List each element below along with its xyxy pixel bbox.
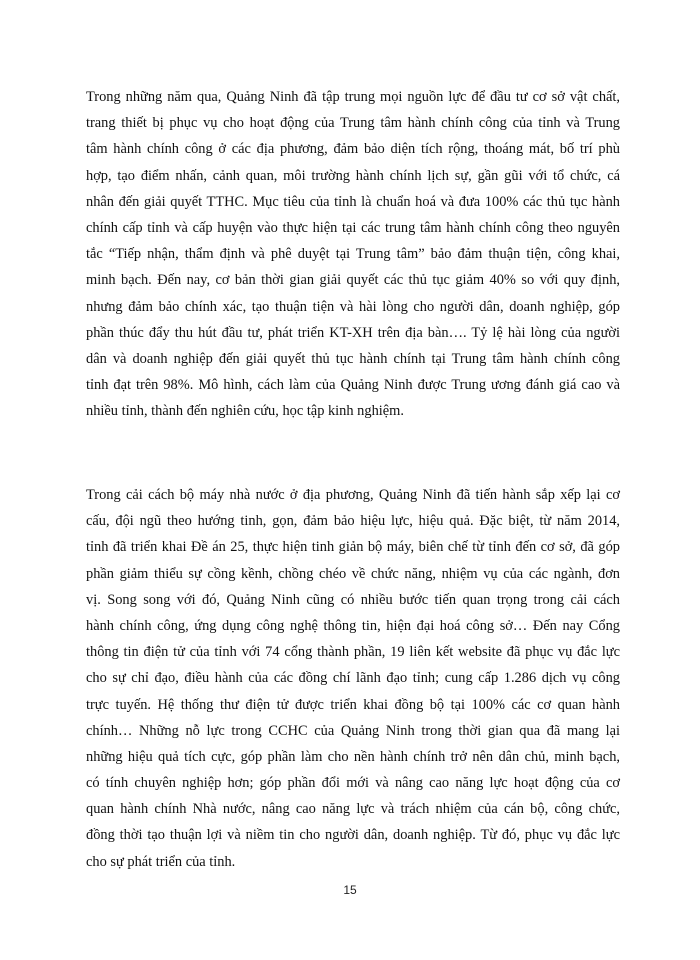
paragraph-line: phần giảm thiểu sự cồng kềnh, chồng chéo về chức năng, nhiệm vụ của các ngành, đơn: [86, 565, 620, 582]
page-number: 15: [343, 883, 357, 897]
paragraph-line: chính… Những nỗ lực trong CCHC của Quảng Ninh trong thời gian qua đã mang lại: [86, 722, 620, 739]
paragraph-line: dân và doanh nghiệp đến giải quyết thủ tục hành chính tại Trung tâm hành chính công: [86, 350, 620, 367]
paragraph-line: cấu, đội ngũ theo hướng tinh, gọn, đảm bảo hiệu lực, hiệu quả. Đặc biệt, từ năm 2014,: [86, 513, 620, 530]
paragraph-line: Trong những năm qua, Quảng Ninh đã tập trung mọi nguồn lực để đầu tư cơ sở vật chất,: [86, 89, 620, 105]
paragraph-2: [86, 482, 620, 875]
paragraph-line: vị. Song song với đó, Quảng Ninh cũng có nhiều bước tiến quan trọng trong cải cách: [86, 591, 620, 608]
paragraph-line: nhiều tỉnh, thành đến nghiên cứu, học tập kinh nghiệm.: [86, 403, 404, 420]
paragraph-line: những hiệu quả tích cực, góp phần làm cho nền hành chính trở nên dân chủ, minh bạch,: [86, 748, 620, 765]
paragraph-1: [86, 84, 620, 424]
paragraph-line: tâm hành chính công ở các địa phương, đảm bảo diện tích rộng, thoáng mát, bố trí phù: [86, 141, 620, 158]
paragraph-line: tỉnh đã triển khai Đề án 25, thực hiện tinh giản bộ máy, biên chế từ tỉnh đến cơ sở, đã góp: [86, 539, 620, 556]
paragraph-line: quan hành chính Nhà nước, nâng cao năng lực và trách nhiệm của cán bộ, công chức,: [86, 801, 620, 818]
paragraph-line: đồng thời tạo thuận lợi và niềm tin cho người dân, doanh nghiệp. Từ đó, phục vụ đắc lực: [86, 827, 620, 844]
paragraph-line: hành chính công, ứng dụng công nghệ thông tin, hiện đại hoá công sở… Đến nay Cổng: [86, 617, 620, 634]
paragraph-line: hợp, tạo điểm nhấn, cảnh quan, môi trường hành chính lịch sự, gần gũi với tổ chức, cá: [86, 167, 620, 184]
paragraph-line: nhân đến giải quyết TTHC. Mục tiêu của tỉnh là chuẩn hoá và đưa 100% các thủ tục hành: [86, 193, 620, 210]
paragraph-line: Trong cải cách bộ máy nhà nước ở địa phương, Quảng Ninh đã tiến hành sắp xếp lại cơ: [86, 487, 620, 503]
paragraph-line: trang thiết bị phục vụ cho hoạt động của Trung tâm hành chính công của tỉnh và Trung: [86, 115, 620, 132]
paragraph-line: thông tin điện tử của tỉnh với 74 cổng thành phần, 19 liên kết website đã phục vụ đắc lực: [86, 644, 620, 661]
paragraph-line: phần thúc đẩy thu hút đầu tư, phát triển KT-XH trên địa bàn…. Tỷ lệ hài lòng của người: [86, 324, 620, 341]
paragraph-line: tỉnh đạt trên 98%. Mô hình, cách làm của Quảng Ninh được Trung ương đánh giá cao và: [86, 377, 620, 394]
paragraph-line: cho sự phát triển của tỉnh.: [86, 853, 236, 870]
paragraph-line: tắc “Tiếp nhận, thẩm định và phê duyệt tại Trung tâm” bảo đảm thuận tiện, công khai,: [86, 246, 620, 263]
paragraph-line: cho sự chỉ đạo, điều hành của các đồng chí lãnh đạo tỉnh; cung cấp 1.286 dịch vụ công: [86, 670, 620, 687]
paragraph-line: minh bạch. Đến nay, cơ bản thời gian giải quyết các thủ tục giảm 40% so với quy định,: [86, 272, 620, 289]
paragraph-line: chính cấp tỉnh và cấp huyện vào thực hiện tại các trung tâm hành chính công theo nguyên: [86, 219, 620, 236]
paragraph-line: có tính chuyên nghiệp hơn; góp phần đổi mới và nâng cao năng lực hoạt động của cơ: [86, 775, 620, 792]
paragraph-line: nhưng đảm bảo chính xác, tạo thuận tiện và hài lòng cho người dân, doanh nghiệp, góp: [86, 298, 620, 315]
paragraph-line: trực tuyến. Hệ thống thư điện tử được triển khai đồng bộ tại 100% các cơ quan hành: [86, 696, 620, 713]
